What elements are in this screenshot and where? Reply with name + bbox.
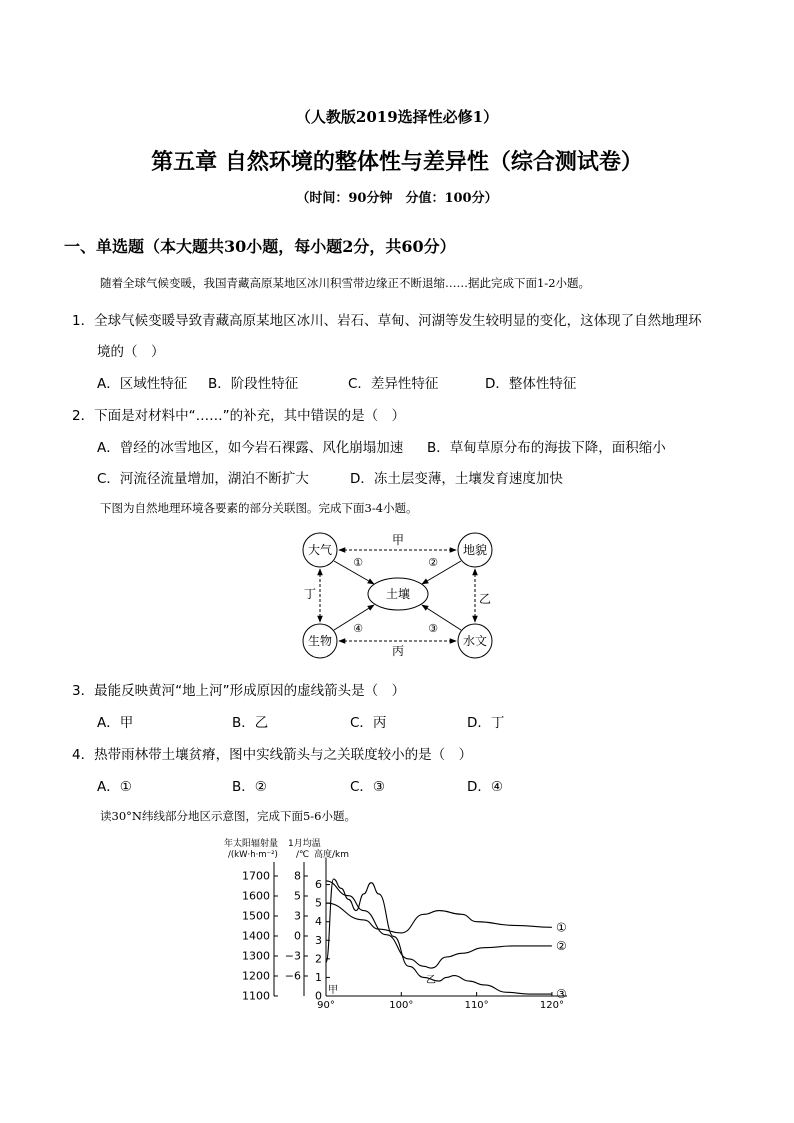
- intro-q5-6: 读30°N纬线部分地区示意图，完成下面5-6小题。: [100, 809, 356, 823]
- x-tick-label: 110°: [464, 1000, 489, 1011]
- node-soil-label: 土壤: [385, 587, 411, 601]
- axis3-tick-label: 2: [315, 952, 322, 966]
- node-landform-label: 地貌: [462, 543, 488, 557]
- q4-option-d[interactable]: D．④: [467, 779, 503, 795]
- arrow-4-label: ④: [353, 622, 363, 635]
- arrow-3-label: ③: [428, 622, 438, 635]
- q2-option-b[interactable]: B．草甸草原分布的海拔下降，面积缩小: [427, 440, 666, 456]
- q3-option-b[interactable]: B．乙: [232, 715, 269, 731]
- axis1-tick-label: 1200: [242, 969, 270, 983]
- arrow-1-label: ①: [353, 556, 363, 569]
- q3-option-d[interactable]: D．丁: [467, 715, 505, 731]
- annotation-jia: 甲: [328, 985, 338, 996]
- link-ding-label: 丁: [303, 587, 317, 601]
- series-label-1: ①: [555, 920, 567, 935]
- document-subtitle: （人教版2019选择性必修1）: [295, 108, 499, 126]
- intro-q1-2: 随着全球气候变暖，我国青藏高原某地区冰川积雪带边缘正不断退缩……据此完成下面1-2小题。: [100, 276, 591, 290]
- x-tick-label: 90°: [317, 1000, 335, 1011]
- axis3-title: 高度/km: [314, 850, 350, 860]
- axis3-tick-label: 4: [315, 915, 322, 929]
- document-title: 第五章 自然环境的整体性与差异性（综合测试卷）: [151, 150, 643, 175]
- axis1-tick-label: 1600: [242, 889, 270, 903]
- q4-option-c[interactable]: C．③: [350, 779, 386, 795]
- q1-stem-line2: 境的（ ）: [97, 344, 165, 360]
- q4-stem: 4．热带雨林带土壤贫瘠，图中实线箭头与之关联度较小的是（ ）: [72, 747, 473, 763]
- q1-option-c[interactable]: C．差异性特征: [348, 376, 439, 392]
- axis3-tick-label: 3: [315, 933, 322, 947]
- latitude-profile-chart: [222, 836, 582, 1014]
- axis1-tick-label: 1500: [242, 909, 270, 923]
- series-line-3: [326, 879, 552, 994]
- axis1-title-line2: /(kW·h·m⁻²): [228, 850, 278, 860]
- axis1-tick-label: 1700: [242, 869, 270, 883]
- intro-q3-4: 下图为自然地理环境各要素的部分关联图。完成下面3-4小题。: [100, 501, 418, 515]
- element-relationship-diagram: [290, 528, 505, 663]
- node-hydrology-label: 水文: [462, 634, 488, 648]
- axis2-tick-label: 5: [294, 889, 301, 903]
- axis1-tick-label: 1300: [242, 949, 270, 963]
- axis1-title-line1: 年太阳辐射量: [224, 839, 279, 849]
- axis1-tick-label: 1100: [242, 989, 270, 1003]
- axis2-tick-label: 0: [294, 929, 301, 943]
- q3-option-c[interactable]: C．丙: [350, 715, 387, 731]
- q3-stem: 3．最能反映黄河“地上河”形成原因的虚线箭头是（ ）: [72, 683, 406, 699]
- q1-option-b[interactable]: B．阶段性特征: [208, 376, 299, 392]
- x-tick-label: 100°: [389, 1000, 414, 1011]
- exam-meta: （时间：90分钟 分值：100分）: [296, 191, 498, 206]
- q2-option-d[interactable]: D．冻土层变薄，土壤发育速度加快: [350, 471, 563, 487]
- section-heading: 一、单选题（本大题共30小题，每小题2分，共60分）: [64, 237, 456, 256]
- q2-option-a[interactable]: A．曾经的冰雪地区，如今岩石裸露、风化崩塌加速: [97, 440, 404, 456]
- x-tick-label: 120°: [539, 1000, 564, 1011]
- axis3-tick-label: 6: [315, 878, 322, 892]
- annotation-yi: 乙: [426, 975, 436, 986]
- q2-stem: 2．下面是对材料中“……”的补充，其中错误的是（ ）: [72, 408, 406, 424]
- series-line-1: [326, 903, 552, 933]
- axis2-tick-label: −6: [284, 969, 301, 983]
- node-biology-label: 生物: [307, 634, 333, 648]
- series-label-3: ③: [555, 987, 567, 1002]
- q1-option-d[interactable]: D．整体性特征: [485, 376, 577, 392]
- q4-option-b[interactable]: B．②: [232, 779, 267, 795]
- q1-option-a[interactable]: A．区域性特征: [97, 376, 188, 392]
- axis1-tick-label: 1400: [242, 929, 270, 943]
- axis3-tick-label: 5: [315, 896, 322, 910]
- q3-option-a[interactable]: A．甲: [97, 715, 134, 731]
- arrow-2-label: ②: [428, 556, 438, 569]
- q2-option-c[interactable]: C．河流径流量增加，湖泊不断扩大: [97, 471, 309, 487]
- axis2-title-line1: 1月均温: [288, 839, 321, 849]
- axis2-tick-label: −3: [284, 949, 301, 963]
- link-bing-label: 丙: [391, 644, 405, 658]
- link-yi-label: 乙: [478, 592, 492, 606]
- axis3-tick-label: 0: [315, 989, 322, 1003]
- axis2-title-line2: /℃: [296, 850, 310, 860]
- node-atmosphere-label: 大气: [307, 543, 333, 557]
- axis2-tick-label: 3: [294, 909, 301, 923]
- q1-stem-line1: 1．全球气候变暖导致青藏高原某地区冰川、岩石、草甸、河湖等发生较明显的变化，这体现了自然地理环: [72, 313, 702, 329]
- axis3-tick-label: 1: [315, 970, 322, 984]
- series-line-2: [326, 881, 552, 968]
- series-label-2: ②: [555, 938, 567, 953]
- q4-option-a[interactable]: A．①: [97, 779, 132, 795]
- link-jia-label: 甲: [391, 533, 405, 547]
- axis2-tick-label: 8: [294, 869, 301, 883]
